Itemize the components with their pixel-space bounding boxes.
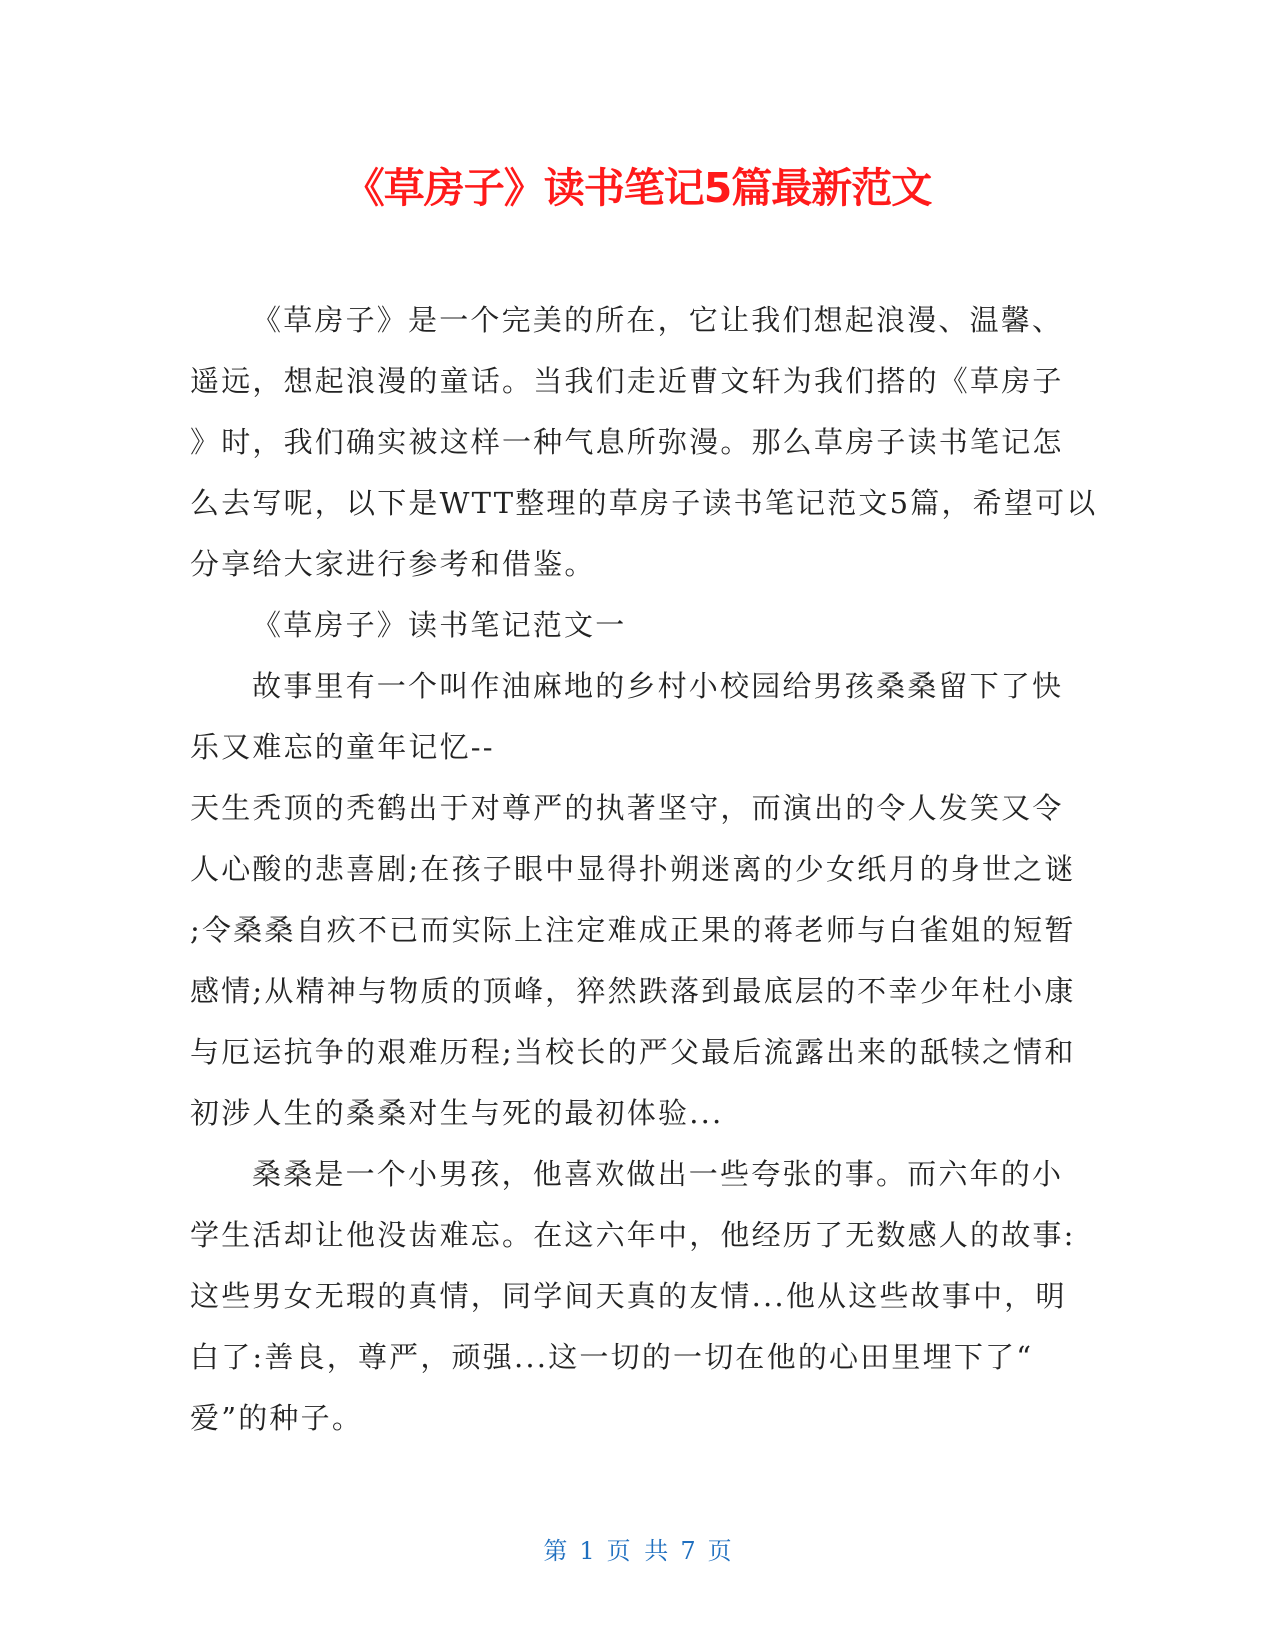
paragraph-line: 这些男女无瑕的真情，同学间天真的友情...他从这些故事中，明: [190, 1279, 1067, 1313]
paragraph-line: 爱”的种子。: [190, 1401, 364, 1435]
paragraph-line: 乐又难忘的童年记忆--: [190, 730, 495, 764]
paragraph-line: 感情;从精神与物质的顶峰，猝然跌落到最底层的不幸少年杜小康: [190, 974, 1076, 1008]
footer-label-of: 页 共: [606, 1537, 669, 1565]
footer-label-end: 页: [707, 1537, 732, 1565]
section-heading: 《草房子》读书笔记范文一: [252, 608, 627, 642]
paragraph-line: 与厄运抗争的艰难历程;当校长的严父最后流露出来的舐犊之情和: [190, 1035, 1076, 1069]
paragraph-line: 天生秃顶的秃鹤出于对尊严的执著坚守，而演出的令人发笑又令: [190, 791, 1064, 825]
paragraph-line: 白了:善良，尊严，顽强...这一切的一切在他的心田里埋下了“: [190, 1340, 1034, 1374]
paragraph-line: 学生活却让他没齿难忘。在这六年中，他经历了无数感人的故事:: [190, 1218, 1076, 1252]
paragraph-line: 桑桑是一个小男孩，他喜欢做出一些夸张的事。而六年的小: [252, 1157, 1064, 1191]
paragraph-line: 分享给大家进行参考和借鉴。: [190, 547, 596, 581]
footer-total-pages: 7: [680, 1537, 696, 1565]
paragraph-line: 》时，我们确实被这样一种气息所弥漫。那么草房子读书笔记怎: [190, 425, 1064, 459]
document-body: [190, 290, 1098, 1449]
paragraph-line: 初涉人生的桑桑对生与死的最初体验...: [190, 1096, 724, 1130]
footer-current-page: 1: [579, 1537, 595, 1565]
footer-label-page: 第: [543, 1537, 568, 1565]
paragraph-line: 遥远，想起浪漫的童话。当我们走近曹文轩为我们搭的《草房子: [190, 364, 1064, 398]
paragraph-line: 人心酸的悲喜剧;在孩子眼中显得扑朔迷离的少女纸月的身世之谜: [190, 852, 1076, 886]
paragraph-line: ;令桑桑自疚不已而实际上注定难成正果的蒋老师与白雀姐的短暂: [190, 913, 1076, 947]
paragraph-line: 么去写呢，以下是WTT整理的草房子读书笔记范文5篇，希望可以: [190, 486, 1098, 520]
page-footer: [0, 1535, 1275, 1567]
paragraph-line: 《草房子》是一个完美的所在，它让我们想起浪漫、温馨、: [252, 303, 1064, 337]
paragraph-line: 故事里有一个叫作油麻地的乡村小校园给男孩桑桑留下了快: [252, 669, 1064, 703]
document-title: 《草房子》读书笔记5篇最新范文: [343, 164, 932, 212]
